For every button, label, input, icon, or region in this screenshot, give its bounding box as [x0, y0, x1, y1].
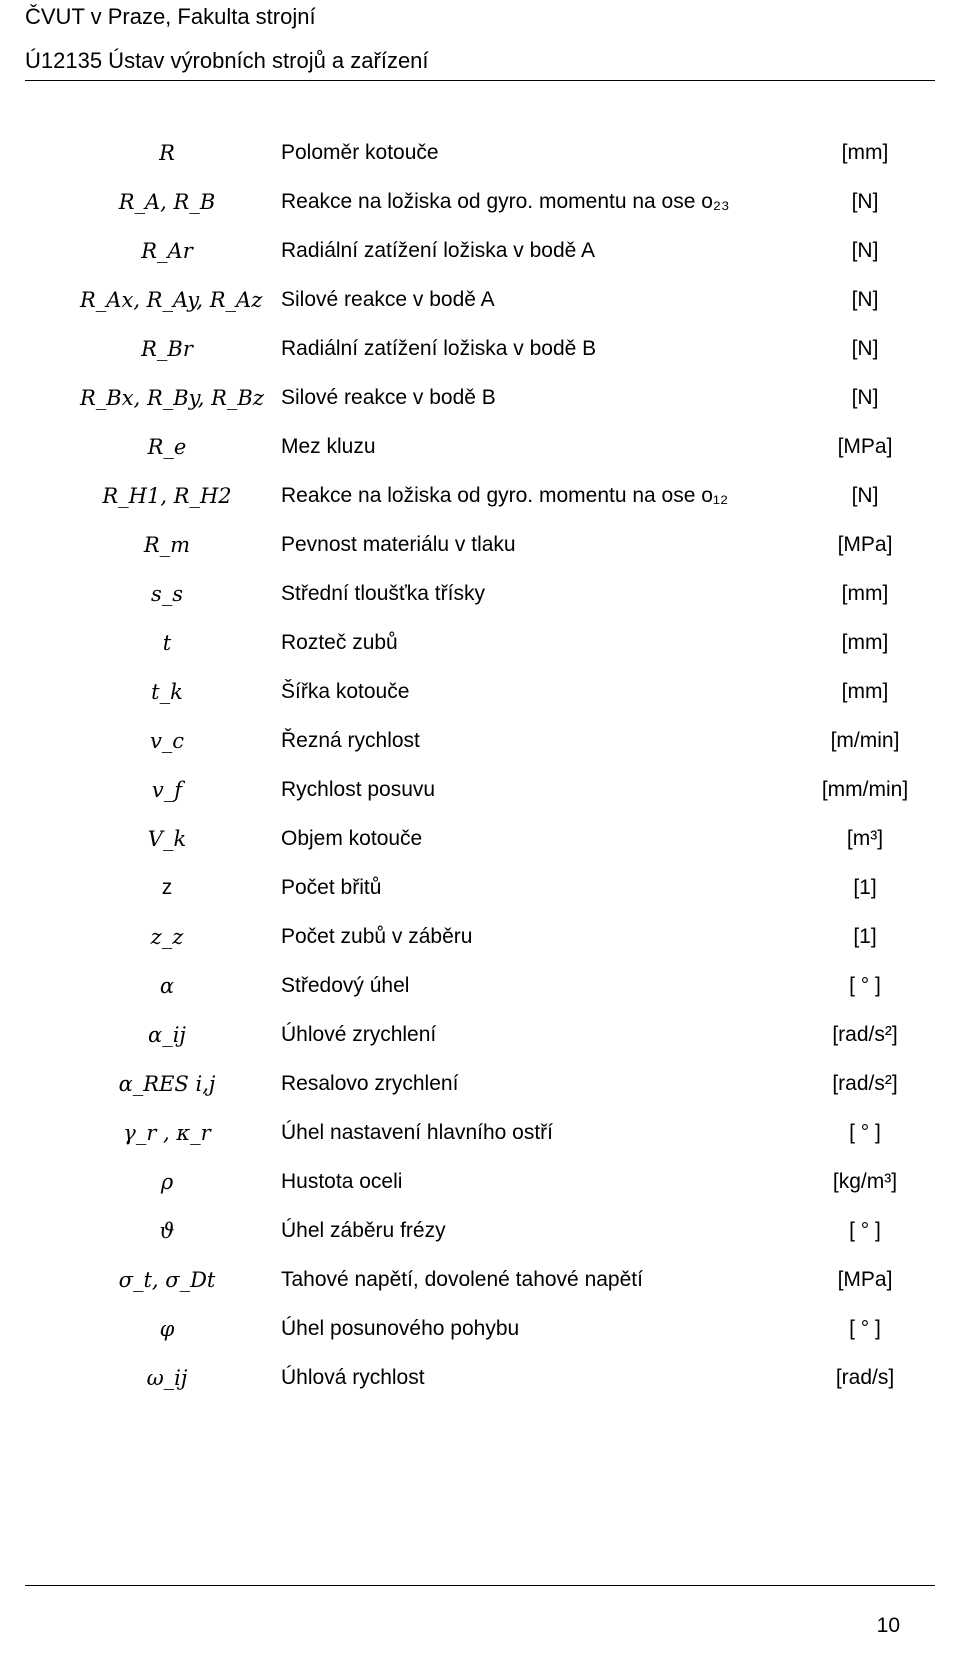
- table-row: [25, 728, 935, 777]
- symbol-cell: R_Br: [141, 337, 193, 361]
- unit-cell: [MPa]: [837, 533, 893, 556]
- symbol-cell: t_k: [151, 680, 183, 704]
- table-row: [25, 483, 935, 532]
- table-row: [25, 630, 935, 679]
- symbol-cell: ϑ: [159, 1219, 175, 1243]
- table-row: [25, 679, 935, 728]
- symbol-cell: R_Ar: [141, 239, 193, 263]
- unit-cell: [N]: [851, 239, 879, 262]
- header-divider: [25, 80, 935, 81]
- table-row: [25, 238, 935, 287]
- description-cell: Úhlové zrychlení: [281, 1023, 437, 1046]
- table-row: [25, 1218, 935, 1267]
- unit-cell: [ ° ]: [849, 974, 881, 997]
- table-row: [25, 532, 935, 581]
- description-cell: Radiální zatížení ložiska v bodě A: [281, 239, 596, 262]
- symbol-table: [25, 140, 935, 1414]
- description-cell: Objem kotouče: [281, 827, 423, 850]
- table-row: [25, 581, 935, 630]
- symbol-cell: R_e: [147, 435, 187, 459]
- unit-cell: [ ° ]: [849, 1317, 881, 1340]
- unit-cell: [N]: [851, 386, 879, 409]
- symbol-cell: z_z: [150, 925, 184, 949]
- symbol-cell: α: [159, 974, 175, 998]
- unit-cell: [mm]: [841, 582, 889, 605]
- table-row: [25, 287, 935, 336]
- unit-cell: [mm/min]: [821, 778, 909, 801]
- description-cell: Pevnost materiálu v tlaku: [281, 533, 516, 556]
- unit-cell: [mm]: [841, 680, 889, 703]
- unit-cell: [1]: [853, 876, 877, 899]
- page-header: [25, 2, 935, 76]
- description-cell: Silové reakce v bodě A: [281, 288, 495, 311]
- unit-cell: [mm]: [841, 141, 889, 164]
- description-cell: Rozteč zubů: [281, 631, 398, 654]
- unit-cell: [N]: [851, 190, 879, 213]
- symbol-cell: R_m: [143, 533, 191, 557]
- description-cell: Rychlost posuvu: [281, 778, 436, 801]
- description-cell: Řezná rychlost: [281, 729, 420, 752]
- table-row: [25, 1267, 935, 1316]
- table-row: [25, 1316, 935, 1365]
- description-cell: Reakce na ložiska od gyro. momentu na ose o₁₂: [281, 484, 729, 507]
- footer-divider: [25, 1585, 935, 1586]
- description-cell: Úhel posunového pohybu: [281, 1317, 520, 1340]
- symbol-cell: ρ: [160, 1170, 174, 1194]
- symbol-cell: R_H1, R_H2: [102, 484, 232, 508]
- symbol-cell: ω_ij: [146, 1366, 188, 1390]
- table-row: [25, 434, 935, 483]
- symbol-cell: v_f: [151, 778, 183, 802]
- unit-cell: [rad/s]: [835, 1366, 895, 1389]
- unit-cell: [m/min]: [830, 729, 900, 752]
- symbol-cell: v_c: [149, 729, 185, 753]
- symbol-cell: R_A, R_B: [118, 190, 216, 214]
- table-row: [25, 777, 935, 826]
- symbol-cell: z: [161, 876, 173, 899]
- table-row: [25, 336, 935, 385]
- description-cell: Silové reakce v bodě B: [281, 386, 496, 409]
- description-cell: Počet zubů v záběru: [281, 925, 473, 948]
- unit-cell: [mm]: [841, 631, 889, 654]
- unit-cell: [N]: [851, 337, 879, 360]
- department-title: Ú12135 Ústav výrobních strojů a zařízení: [25, 48, 429, 73]
- symbol-cell: V_k: [147, 827, 187, 851]
- unit-cell: [MPa]: [837, 435, 893, 458]
- unit-cell: [rad/s²]: [832, 1072, 898, 1095]
- description-cell: Reakce na ložiska od gyro. momentu na ose o₂₃: [281, 190, 730, 213]
- table-row: [25, 875, 935, 924]
- description-cell: Mez kluzu: [281, 435, 376, 458]
- table-row: [25, 1365, 935, 1414]
- table-row: [25, 189, 935, 238]
- description-cell: Hustota oceli: [281, 1170, 403, 1193]
- description-cell: Počet břitů: [281, 876, 382, 899]
- description-cell: Tahové napětí, dovolené tahové napětí: [281, 1268, 643, 1291]
- table-row: [25, 1022, 935, 1071]
- table-row: [25, 973, 935, 1022]
- table-row: [25, 924, 935, 973]
- unit-cell: [N]: [851, 484, 879, 507]
- description-cell: Úhel záběru frézy: [281, 1219, 446, 1242]
- symbol-cell: γ_r , κ_r: [123, 1121, 211, 1145]
- table-row: [25, 826, 935, 875]
- page-number: 10: [876, 1614, 900, 1637]
- unit-cell: [MPa]: [837, 1268, 893, 1291]
- description-cell: Středový úhel: [281, 974, 410, 997]
- description-cell: Radiální zatížení ložiska v bodě B: [281, 337, 597, 360]
- unit-cell: [ ° ]: [849, 1219, 881, 1242]
- unit-cell: [1]: [853, 925, 877, 948]
- description-cell: Resalovo zrychlení: [281, 1072, 459, 1095]
- table-row: [25, 1120, 935, 1169]
- university-title: ČVUT v Praze, Fakulta strojní: [25, 4, 316, 29]
- symbol-cell: t: [162, 631, 172, 655]
- symbol-cell: σ_t, σ_Dt: [118, 1268, 216, 1292]
- description-cell: Střední tloušťka třísky: [281, 582, 485, 605]
- unit-cell: [N]: [851, 288, 879, 311]
- description-cell: Poloměr kotouče: [281, 141, 439, 164]
- description-cell: Šířka kotouče: [281, 680, 410, 703]
- unit-cell: [rad/s²]: [832, 1023, 898, 1046]
- unit-cell: [m³]: [846, 827, 884, 850]
- symbol-cell: R_Ax, R_Ay, R_Az: [80, 288, 263, 312]
- table-row: [25, 1071, 935, 1120]
- symbol-cell: α_ij: [148, 1023, 186, 1047]
- symbol-cell: R_Bx, R_By, R_Bz: [80, 386, 264, 410]
- table-row: [25, 140, 935, 189]
- unit-cell: [ ° ]: [849, 1121, 881, 1144]
- symbol-cell: R: [159, 141, 175, 165]
- description-cell: Úhlová rychlost: [281, 1366, 425, 1389]
- table-row: [25, 385, 935, 434]
- symbol-cell: s_s: [150, 582, 184, 606]
- unit-cell: [kg/m³]: [832, 1170, 898, 1193]
- symbol-cell: φ: [159, 1317, 175, 1341]
- table-row: [25, 1169, 935, 1218]
- description-cell: Úhel nastavení hlavního ostří: [281, 1121, 553, 1144]
- symbol-cell: α_RES i,j: [118, 1072, 216, 1096]
